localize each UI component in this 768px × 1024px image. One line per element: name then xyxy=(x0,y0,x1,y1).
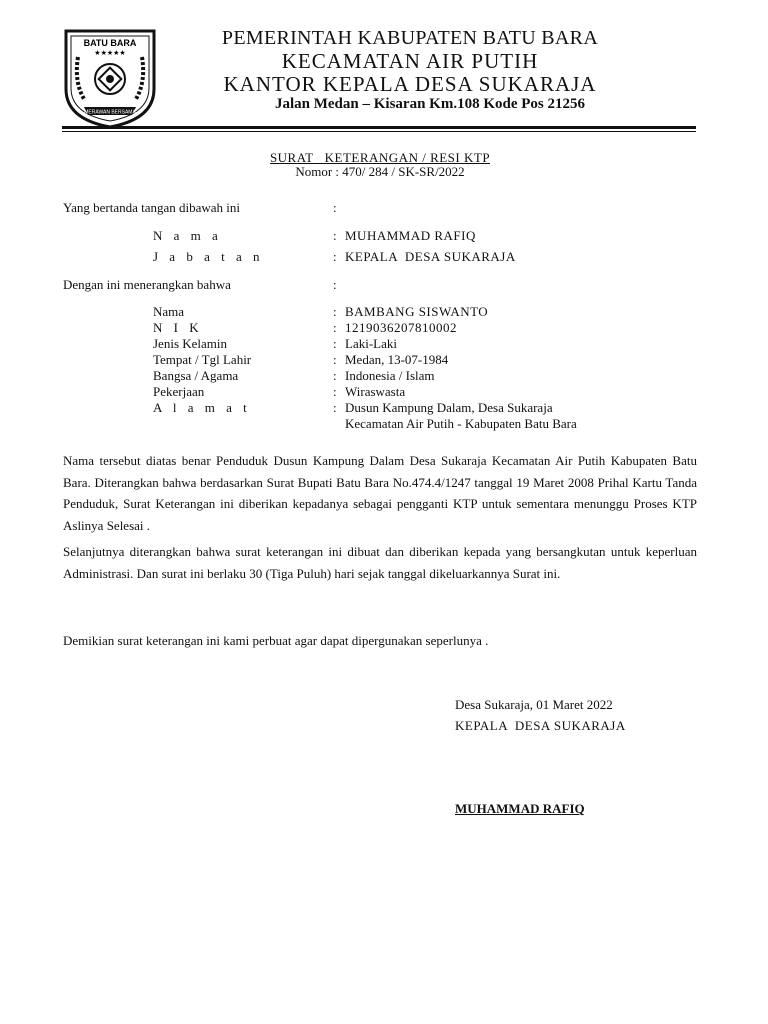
logo-stars: ★★★★★ xyxy=(94,49,126,57)
header-rule-thick xyxy=(62,126,696,129)
header-line2: KECAMATAN AIR PUTIH xyxy=(281,49,539,73)
subject-value-birth: Medan, 13-07-1984 xyxy=(345,352,449,367)
paragraph-1: Nama tersebut diatas benar Penduduk Dusun Kampung Dalam Desa Sukaraja Kecamatan Air Putih Kabupaten Batu Bara. Diterangkan bahwa berdasarkan Surat Bupati Batu Bara No.474.4/1247 tanggal 19 Maret 2008 Prihal Kartu Tanda Penduduk, Surat Keterangan ini diberikan kepadanya sebagai pengganti KTP untuk sementara menunggu Proses KTP Aslinya Selesai . xyxy=(63,453,697,533)
colon: : xyxy=(333,200,337,215)
signature-position: KEPALA DESA SUKARAJA xyxy=(455,718,626,733)
colon: : xyxy=(333,304,337,319)
subject-label-birth: Tempat / Tgl Lahir xyxy=(153,352,252,367)
subject-value-nik: 1219036207810002 xyxy=(345,320,457,335)
subject-value-gender: Laki-Laki xyxy=(345,336,397,351)
colon: : xyxy=(333,368,337,383)
subject-value-occupation: Wiraswasta xyxy=(345,384,406,399)
signature-place-date: Desa Sukaraja, 01 Maret 2022 xyxy=(455,697,613,712)
header-line1: PEMERINTAH KABUPATEN BATU BARA xyxy=(221,27,599,49)
colon: : xyxy=(333,228,337,243)
subject-label-address: A l a m a t xyxy=(153,400,251,415)
signer-intro: Yang bertanda tangan dibawah ini xyxy=(63,200,241,215)
header-address: Jalan Medan – Kisaran Km.108 Kode Pos 21256 xyxy=(274,96,585,112)
signer-position-value: KEPALA DESA SUKARAJA xyxy=(345,249,516,264)
signer-position-label: J a b a t a n xyxy=(153,249,264,264)
subject-value-name: BAMBANG SISWANTO xyxy=(345,304,489,319)
subject-label-nik: N I K xyxy=(153,320,203,335)
subject-value-nationality: Indonesia / Islam xyxy=(345,368,435,383)
colon: : xyxy=(333,277,337,292)
subject-label-occupation: Pekerjaan xyxy=(153,384,205,399)
colon: : xyxy=(333,400,337,415)
signer-name-value: MUHAMMAD RAFIQ xyxy=(345,228,476,243)
logo-text: BATU BARA xyxy=(83,38,137,48)
letter-title: SURAT KETERANGAN / RESI KTP xyxy=(269,150,491,165)
paragraph-2: Selanjutnya diterangkan bahwa surat keterangan ini dibuat dan diberikan kepada yang bersangkutan untuk keperluan Administrasi. Dan surat ini berlaku 30 (Tiga Puluh) hari sejak tanggal dikeluarkannya Surat ini. xyxy=(63,544,697,581)
subject-label-gender: Jenis Kelamin xyxy=(153,336,228,351)
header-line3: KANTOR KEPALA DESA SUKARAJA xyxy=(223,72,597,96)
subject-value-address: Dusun Kampung Dalam, Desa Sukaraja xyxy=(345,400,553,415)
subject-label-nationality: Bangsa / Agama xyxy=(153,368,239,383)
paragraph-3: Demikian surat keterangan ini kami perbuat agar dapat dipergunakan seperlunya . xyxy=(63,633,489,648)
header-rule-thin xyxy=(62,131,696,132)
letter-number: Nomor : 470/ 284 / SK-SR/2022 xyxy=(295,164,465,179)
signature-name: MUHAMMAD RAFIQ xyxy=(455,801,585,816)
colon: : xyxy=(333,336,337,351)
signer-name-label: N a m a xyxy=(153,228,222,243)
subject-value-address-line2: Kecamatan Air Putih - Kabupaten Batu Bara xyxy=(345,416,577,431)
colon: : xyxy=(333,352,337,367)
colon: : xyxy=(333,384,337,399)
logo-motto: MERAWAN BERSAMA xyxy=(84,109,136,116)
subject-intro: Dengan ini menerangkan bahwa xyxy=(63,277,231,292)
colon: : xyxy=(333,320,337,335)
regency-logo xyxy=(62,27,158,131)
subject-label-name: Nama xyxy=(153,304,185,319)
colon: : xyxy=(333,249,337,264)
